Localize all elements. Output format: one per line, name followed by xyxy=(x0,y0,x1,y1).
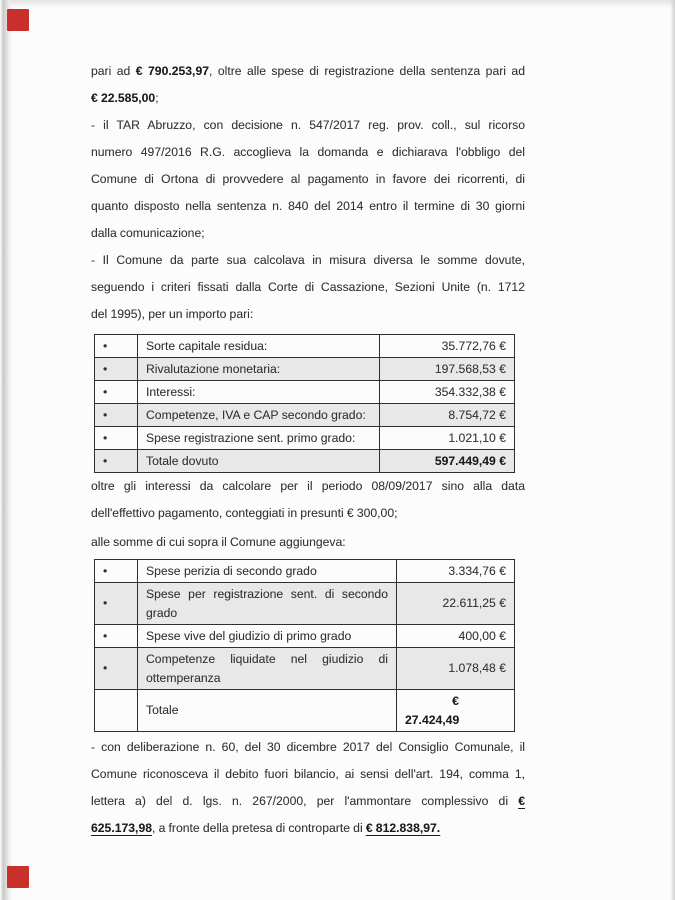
text-line xyxy=(91,247,525,274)
paragraph-sentence-amounts xyxy=(91,58,525,112)
row-label xyxy=(138,690,397,732)
row-amount xyxy=(380,450,515,473)
table-row xyxy=(95,427,515,450)
row-bullet: • xyxy=(95,560,138,583)
text-line xyxy=(91,85,525,112)
row-label xyxy=(138,648,397,690)
text-line xyxy=(91,274,525,301)
row-label xyxy=(138,358,380,381)
red-square-mark-bottom-left xyxy=(7,866,29,888)
red-square-mark-top-left xyxy=(7,9,29,31)
text-line xyxy=(91,734,525,761)
text-segment: € 790.253,97 xyxy=(135,64,210,78)
table-row xyxy=(95,625,515,648)
text-segment: lettera a) del d. lgs. n. 267/2000, per l'ammontare complessivo di xyxy=(91,794,519,808)
row-amount xyxy=(380,358,515,381)
text-line xyxy=(91,193,525,220)
table-somme-dovute xyxy=(94,334,515,473)
label-line: Spese perizia di secondo grado xyxy=(146,563,317,578)
label-line: Spese registrazione sent. primo grado: xyxy=(146,430,356,445)
text-segment: - Il Comune da parte sua calcolava in misura diversa le somme dovute, xyxy=(91,253,525,267)
row-amount xyxy=(397,625,515,648)
label-line: ottemperanza xyxy=(146,670,221,685)
amount-line: 22.611,25 € xyxy=(442,596,506,610)
row-label xyxy=(138,625,397,648)
text-segment: quanto disposto nella sentenza n. 840 del 2014 entro il termine di 30 giorni xyxy=(91,199,525,213)
label-line: grado xyxy=(146,605,178,620)
row-bullet: • xyxy=(95,625,138,648)
row-amount xyxy=(397,560,515,583)
label-line: Spese per registrazione sent. di secondo xyxy=(146,586,388,601)
text-segment: pari ad xyxy=(91,64,136,78)
text-segment: dalla comunicazione; xyxy=(91,226,205,240)
row-bullet: • xyxy=(95,335,138,358)
row-label xyxy=(138,560,397,583)
paragraph-tar-abruzzo-decision xyxy=(91,112,525,247)
table-row xyxy=(95,335,515,358)
row-label xyxy=(138,583,397,625)
amount-line: 8.754,72 € xyxy=(448,407,506,422)
text-segment: € 22.585,00 xyxy=(91,91,156,105)
text-segment: oltre gli interessi da calcolare per il periodo 08/09/2017 sino alla data xyxy=(91,479,525,493)
row-amount xyxy=(397,648,515,690)
text-segment: alle somme di cui sopra il Comune aggiungeva: xyxy=(91,535,346,549)
label-line: Competenze liquidate nel giudizio di xyxy=(146,651,388,666)
text-segment: seguendo i criteri fissati dalla Corte di Cassazione, Sezioni Unite (n. 1712 xyxy=(91,280,525,294)
row-bullet xyxy=(95,690,138,732)
table-row xyxy=(95,358,515,381)
row-bullet: • xyxy=(95,583,138,625)
row-label xyxy=(138,450,380,473)
text-segment: ; xyxy=(155,91,159,105)
row-label xyxy=(138,404,380,427)
row-amount xyxy=(380,335,515,358)
row-bullet: • xyxy=(95,358,138,381)
paragraph-deliberazione xyxy=(91,734,525,842)
amount-line: 27.424,49 xyxy=(405,712,460,727)
amount-line: 597.449,49 € xyxy=(434,453,506,468)
paragraph-aggiungeva xyxy=(91,529,525,556)
text-line xyxy=(91,529,525,556)
amount-line: 3.334,76 € xyxy=(448,563,506,578)
text-line xyxy=(91,473,525,500)
row-bullet: • xyxy=(95,427,138,450)
text-line xyxy=(91,166,525,193)
text-line xyxy=(91,58,525,85)
amount-line: 1.021,10 € xyxy=(448,430,506,445)
table-row xyxy=(95,381,515,404)
label-line: Competenze, IVA e CAP secondo grado: xyxy=(146,407,366,422)
text-segment: € 812.838,97. xyxy=(365,821,441,835)
text-segment: Comune di Ortona di provvedere al pagamento in favore dei ricorrenti, di xyxy=(91,172,525,186)
row-bullet: • xyxy=(95,381,138,404)
text-line xyxy=(91,815,525,842)
amount-line: € xyxy=(452,693,459,708)
text-line xyxy=(91,500,525,527)
amount-line: 35.772,76 € xyxy=(441,338,506,353)
table-row xyxy=(95,450,515,473)
label-line: Spese vive del giudizio di primo grado xyxy=(146,628,352,643)
row-amount xyxy=(397,690,515,732)
row-amount xyxy=(380,404,515,427)
table-row xyxy=(95,560,515,583)
row-bullet: • xyxy=(95,450,138,473)
text-segment: Comune riconosceva il debito fuori bilancio, ai sensi dell'art. 194, comma 1, xyxy=(91,767,525,781)
text-line xyxy=(91,788,525,815)
text-segment: numero 497/2016 R.G. accoglieva la domanda e dichiarava l'obbligo del xyxy=(91,145,525,159)
table-row xyxy=(95,583,515,625)
row-amount xyxy=(380,427,515,450)
text-segment: del 1995), per un importo pari: xyxy=(91,307,254,321)
row-label xyxy=(138,381,380,404)
amount-line: 400,00 € xyxy=(458,628,506,643)
text-segment: , oltre alle spese di registrazione della sentenza pari ad xyxy=(209,64,525,78)
label-line: Sorte capitale residua: xyxy=(146,338,268,353)
text-line xyxy=(91,301,525,328)
label-line: Totale dovuto xyxy=(146,453,219,468)
text-segment: - il TAR Abruzzo, con decisione n. 547/2017 reg. prov. coll., sul ricorso xyxy=(91,118,525,132)
row-amount xyxy=(380,381,515,404)
table-row xyxy=(95,648,515,690)
text-line xyxy=(91,112,525,139)
table-spese-aggiuntive xyxy=(94,559,515,732)
row-label xyxy=(138,335,380,358)
text-line xyxy=(91,761,525,788)
paragraph-comune-calculation xyxy=(91,247,525,328)
amount-line: 354.332,38 € xyxy=(434,384,506,399)
label-line: Rivalutazione monetaria: xyxy=(146,361,281,376)
text-segment: dell'effettivo pagamento, conteggiati in presunti € 300,00; xyxy=(91,506,398,520)
row-amount xyxy=(397,583,515,625)
text-segment: 625.173,98 xyxy=(91,821,152,835)
table-row xyxy=(95,404,515,427)
text-segment: - con deliberazione n. 60, del 30 dicembre 2017 del Consiglio Comunale, il xyxy=(91,740,525,754)
label-line: Interessi: xyxy=(146,384,196,399)
label-line: Totale xyxy=(146,703,179,717)
page-right-edge-shadow xyxy=(670,0,675,900)
paragraph-interessi xyxy=(91,473,525,527)
text-line xyxy=(91,139,525,166)
text-segment: € xyxy=(518,794,525,808)
text-segment: , a fronte della pretesa di controparte di xyxy=(152,821,366,835)
amount-line: 1.078,48 € xyxy=(448,661,506,675)
amount-line: 197.568,53 € xyxy=(434,361,506,376)
table-row xyxy=(95,690,515,732)
row-label xyxy=(138,427,380,450)
text-line xyxy=(91,220,525,247)
row-bullet: • xyxy=(95,648,138,690)
row-bullet: • xyxy=(95,404,138,427)
